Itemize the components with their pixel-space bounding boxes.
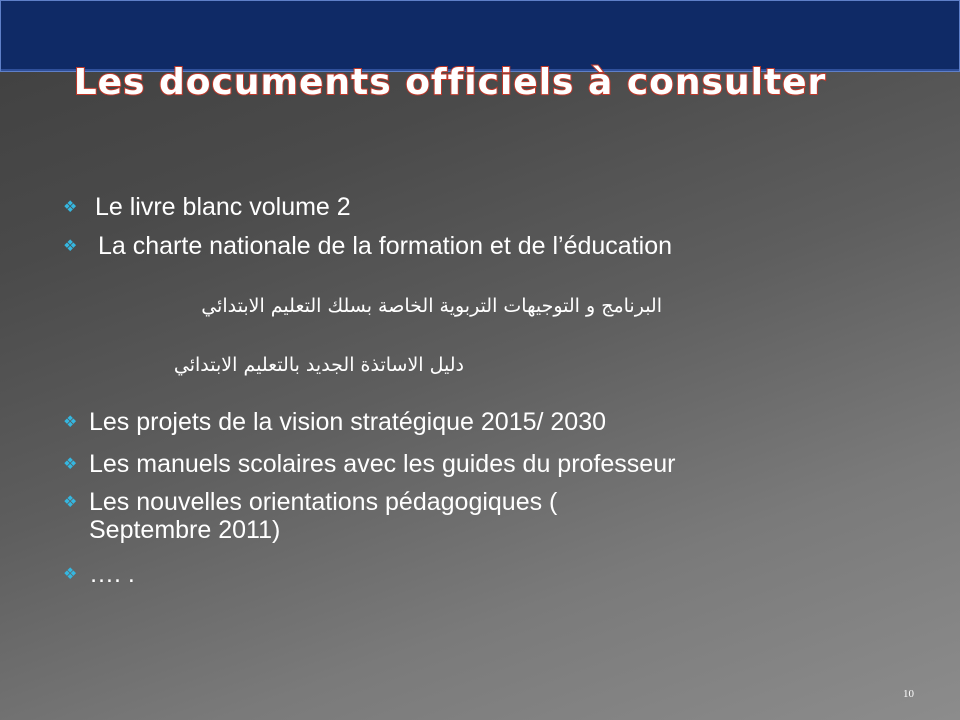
list-item: Les projets de la vision stratégique 2015/ 2030 — [89, 408, 607, 436]
slide-title: Les documents officiels à consulter — [73, 62, 827, 103]
list-item: Les nouvelles orientations pédagogiques ( — [89, 488, 558, 516]
diamond-bullet-icon: ❖ — [63, 197, 78, 216]
list-item-continuation: Septembre 2011) — [89, 516, 281, 544]
page-number: 10 — [903, 688, 914, 700]
list-item: La charte nationale de la formation et de l’éducation — [98, 232, 672, 260]
diamond-bullet-icon: ❖ — [63, 236, 78, 255]
list-item: Le livre blanc volume 2 — [95, 193, 351, 221]
list-item: Les manuels scolaires avec les guides du professeur — [89, 450, 676, 478]
arabic-line: دليل الاساتذة الجديد بالتعليم الابتدائي — [173, 354, 464, 376]
arabic-line: البرنامج و التوجيهات التربوية الخاصة بسلك التعليم الابتدائي — [201, 295, 662, 317]
list-item: …. . — [89, 560, 135, 588]
diamond-bullet-icon: ❖ — [63, 492, 78, 511]
diamond-bullet-icon: ❖ — [63, 412, 78, 431]
diamond-bullet-icon: ❖ — [63, 454, 78, 473]
diamond-bullet-icon: ❖ — [63, 564, 78, 583]
